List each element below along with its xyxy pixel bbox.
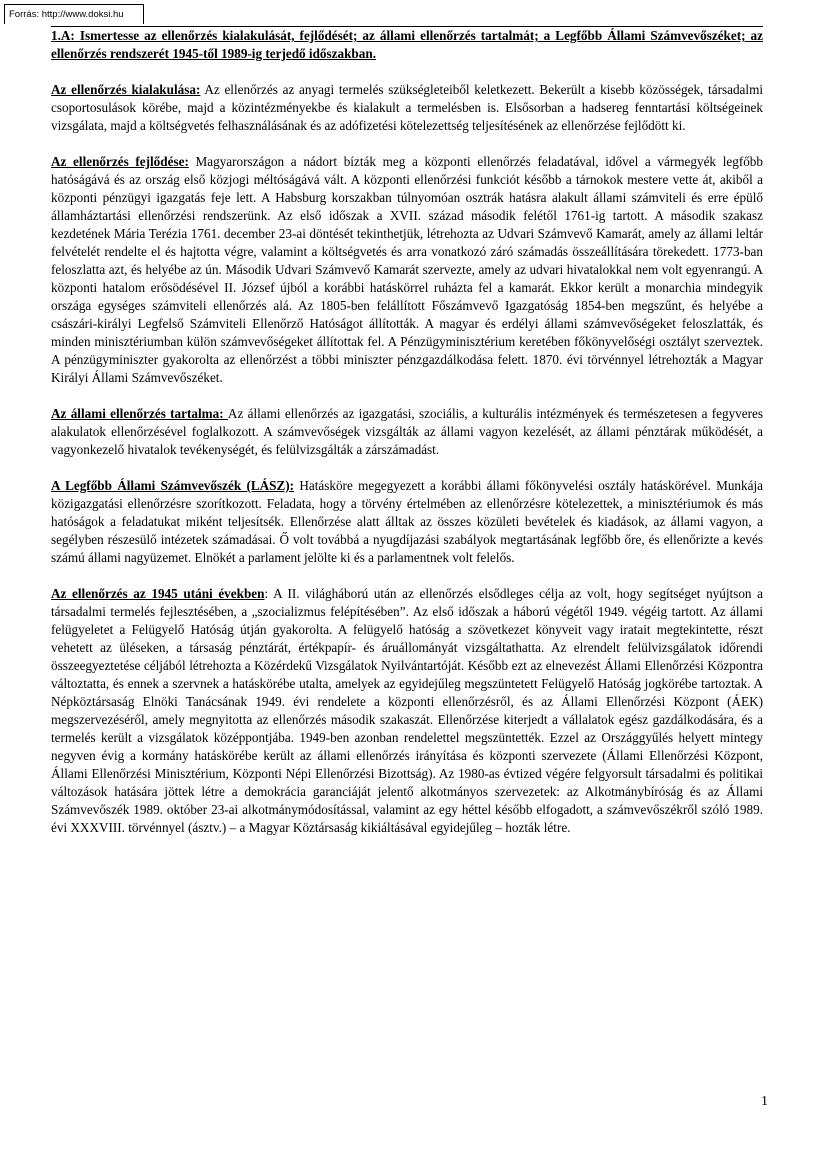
section-text: : A II. világháború után az ellenőrzés elsődleges célja az volt, hogy segítséget nyújtson a társadalmi termelés fejlesztésében, a „szocializmus felépítésében”. Az első időszak a háború végétől 1949. végéig tartott. Az állami felügyeletet a Felügyelő Hatóság útján gyakorolta. A felügyelő hatóság a szövetkezet könyveit vagy iratait megtekintette, részt vehetett az üléseken, a társaság pénztárát, értékpapír- és áruállományát vizsgáltathatta. Az elrendelt felülvizsgálatok időrendi összeegyeztetése céljából létrehozta a Közérdekű Vizsgálatok Nyilvántartóját. Később ezt az elnevezést Állami Ellenőrzési Központra változtatta, és ennek a szervnek a hatáskörébe utalta, amelyek az egyidejűleg megszüntetett Felügyelő Hatóság jogkörébe tartoztak. A Népköztársaság Elnöki Tanácsának 1949. évi rendelete a központi ellenőrzésről, és az Állami Ellenőrzési Központ (ÁEK) megszervezéséről, amely megnyitotta az ellenőrzés második szakaszát. Ellenőrzése kiterjedt a vállalatok egész gazdálkodására, és a termelés került a vizsgálatok középpontjába. 1949-ben azonban rendelettel megszüntették. Ezzel az Országgyűlés helyett mintegy negyven évig a kormány hatáskörébe került az állami ellenőrzés irányítása és központi szervezete (Állami Ellenőrzési Központ, Állami Ellenőrzési Minisztérium, Központi Népi Ellenőrzési Bizottság). Az 1980-as évtized végére felgyorsult társadalmi és politikai változások hatására jöttek létre a demokrácia garanciáját jelentő alkotmányos szervezetek: az Alkotmánybíróság és az Állami Számvevőszék 1989. október 23-ai alkotmánymódosítással, valamint az egy héttel később elfogadott, a számvevőszékről szóló 1989. évi XXXVIII. törvénnyel (ásztv.) – a Magyar Köztársaság kikiáltásával egyidejűleg – hozták létre. bbox=[51, 586, 764, 835]
section-heading: Az ellenőrzés az 1945 utáni években bbox=[51, 586, 265, 601]
section-text: Magyarországon a nádort bízták meg a központi ellenőrzés feladatával, idővel a vármegyék legfőbb hatóságává és az ország első közjogi méltóságává vált. A központi ellenőrzési funkciót később a tárnokok mestere vette át, akiből a központi pénzügyi igazgatás feje lett. A Habsburg korszakban túlnyomóan osztrák hatásra alakult állami számviteli és erre épülő államháztartási ellenőrzési rendszerünk. Az első időszak a XVII. század második felétől 1761-ig tartott. A második szakasz kezdetének Mária Terézia 1761. december 23-ai döntését tekinthetjük, létrehozta az Udvari Számvevő Kamarát, amely az állami leltár felvételét rendelte el és hajtotta végre, valamint a költségvetés és arra vonatkozó záró számadás összeállítására törekedett. 1773-ban feloszlatta azt, és helyébe az ún. Második Udvari Számvevő Kamarát szervezte, amely az udvari hivatalokkal nem volt egyenrangú. A központi hatalom erősödésével II. József újból a korábbi hatáskörrel ruházta fel a kamarát. Ekkor került a monarchia mindegyik országa egységes számviteli ellenőrzés alá. Az 1805-ben felállított Főszámvevő Igazgatóság 1854-ben megszűnt, és helyébe a császári-királyi Legfelső Számviteli Ellenőrző Hatóságot állították. A magyar és erdélyi állami számvevőségeket feloszlatták, és minden minisztériumban külön számvevőségeket állítottak fel. A Pénzügyminisztérium keretében főkönyvelőségi osztályt szerveztek. A pénzügyminiszter gyakorolta az ellenőrzést a többi miniszter pénzgazdálkodása felett. 1870. évi törvénnyel létrehozták a Magyar Királyi Állami Számvevőszéket. bbox=[51, 154, 763, 385]
section-kialakulas bbox=[51, 81, 763, 135]
section-heading: Az állami ellenőrzés tartalma: bbox=[51, 406, 228, 421]
section-text: Az állami ellenőrzés az igazgatási, szociális, a kulturális intézmények és természetesen a fegyveres alakulatok ellenőrzésével foglalkozott. A számvevőségek vizsgálták az állami vagyon kezelését, az állami pénztárak működését, a vagyonkezelő hivatalok tevékenységét, és felülvizsgálták a zárszámadást. bbox=[51, 406, 764, 457]
section-text: Az ellenőrzés az anyagi termelés szükségleteiből keletkezett. Bekerült a kisebb közösségek, társadalmi csoportosulások körébe, majd a közintézményekbe és kialakult a termelésben is. Elsősorban a hadsereg fenntartási költségeinek vizsgálata, majd a költségvetés felhasználásának és az adófizetési kötelezettség teljesítésének az ellenőrzése fejlődött ki. bbox=[51, 82, 763, 133]
page-number: 1 bbox=[761, 1094, 768, 1109]
document-page bbox=[51, 26, 763, 855]
section-fejlodes bbox=[51, 153, 763, 387]
section-heading: Az ellenőrzés kialakulása: bbox=[51, 82, 201, 97]
section-heading: Az ellenőrzés fejlődése: bbox=[51, 154, 189, 169]
section-heading: A Legfőbb Állami Számvevőszék (LÁSZ): bbox=[51, 478, 295, 493]
section-text: Hatásköre megegyezett a korábbi állami főkönyvelési osztály hatáskörével. Munkája közigazgatási ellenőrzésre szorítkozott. Feladata, hogy a törvény értelmében az ellenőrzésre kötelezettek, a minisztériumok és más hatóságok a feladatukat miként teljesítsék. Ellenőrzése alatt álltak az összes közületi bevételek és kiadások, az állami vagyon, a segélyben részesülő intézetek számadásai. Ő volt továbbá a nyugdíjazási szabályok megtartásának legfőbb őre, és ellenőrizte a kevés számú állami nagyüzemet. Elnökét a parlament jelölte ki és a parlamentnek volt felelős. bbox=[51, 478, 763, 565]
source-label: Forrás: http://www.doksi.hu bbox=[4, 4, 144, 24]
section-tartalma bbox=[51, 405, 763, 459]
section-1945-utan bbox=[51, 585, 763, 837]
document-title: 1.A: Ismertesse az ellenőrzés kialakulását, fejlődését; az állami ellenőrzés tartalmát; a Legfőbb Állami Számvevőszéket; az ellenőrzés rendszerét 1945-től 1989-ig terjedő időszakban. bbox=[51, 28, 763, 61]
section-lasz bbox=[51, 477, 763, 567]
